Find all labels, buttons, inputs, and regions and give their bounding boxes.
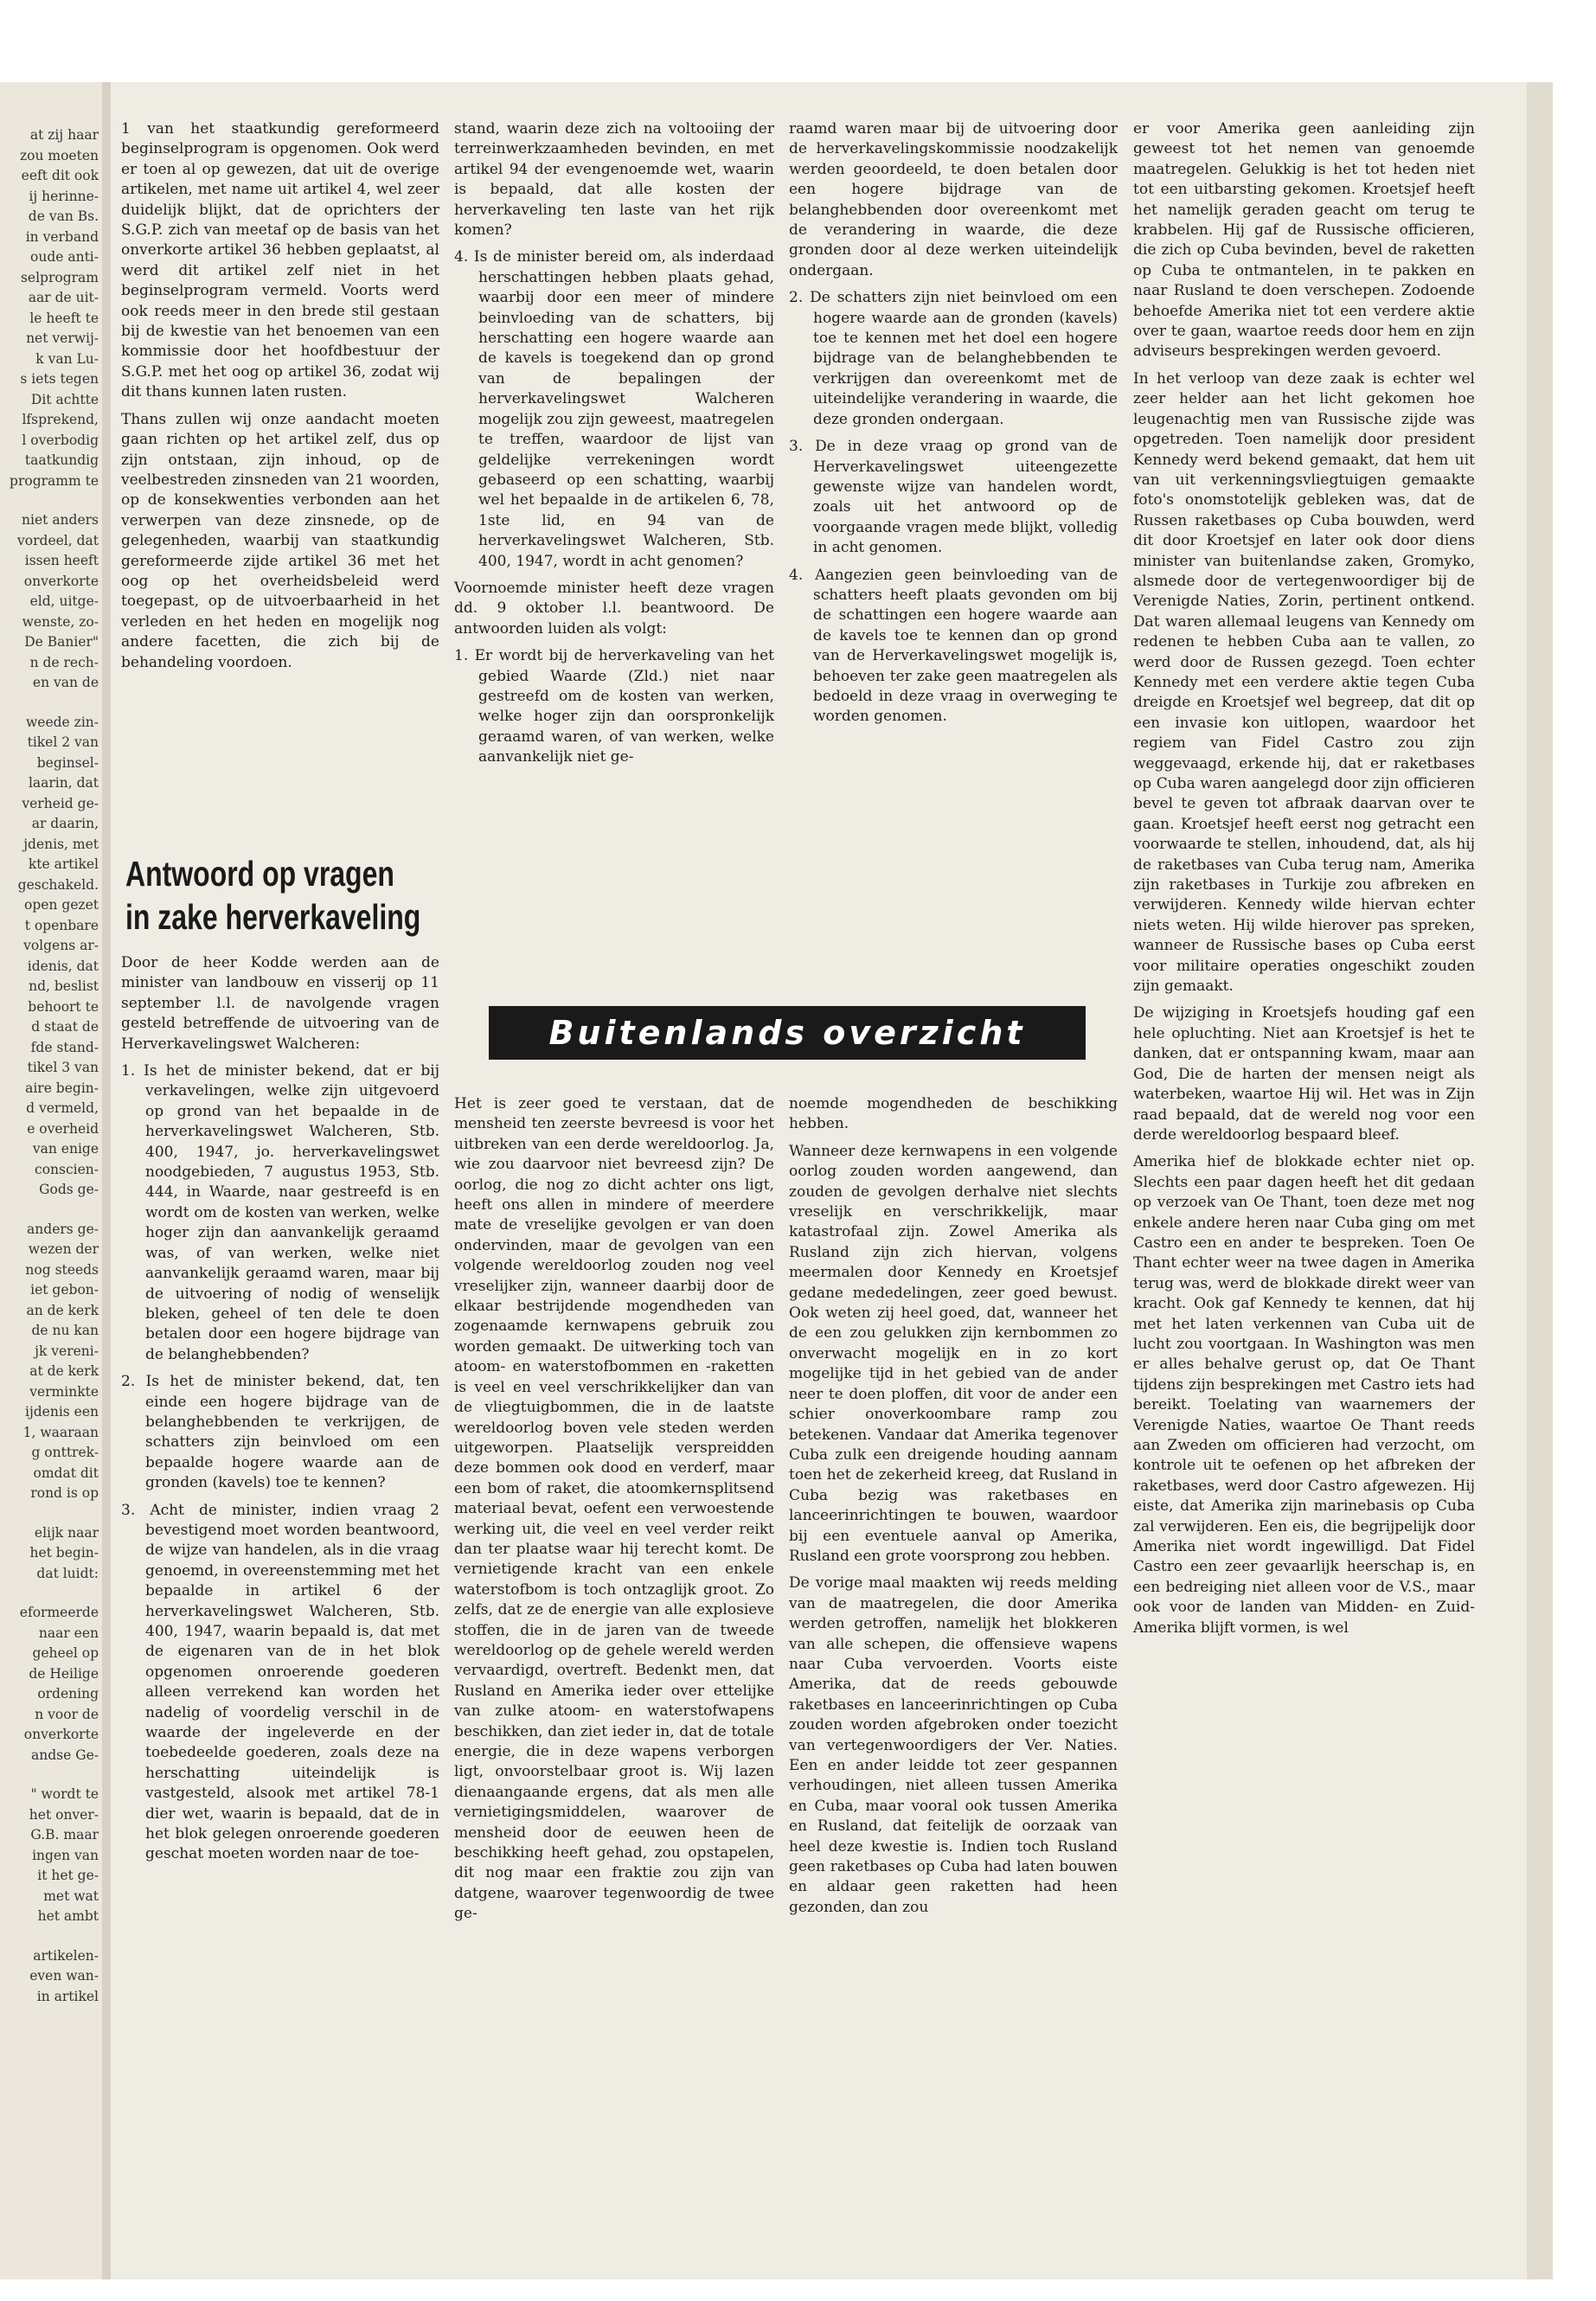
strip-line: wenste, zo-	[22, 613, 99, 630]
strip-line: Dit achtte	[30, 391, 99, 407]
strip-line: n voor de	[35, 1706, 99, 1722]
strip-line: geheel op	[32, 1645, 99, 1661]
strip-line: fde stand-	[30, 1039, 99, 1055]
strip-gap	[0, 694, 102, 713]
column-2-top	[454, 119, 774, 775]
page-fold	[102, 82, 111, 2279]
strip-gap	[0, 1766, 102, 1785]
strip-line: t openbare	[24, 917, 99, 933]
strip-line: tikel 2 van	[27, 734, 99, 750]
strip-line: vordeel, dat	[17, 532, 99, 548]
question-4: 4. Is de minister bereid om, als inderdaad herschattingen hebben plaats gehad, waarbij door een meer of mindere beinvloeding van de schatters, bij herschatting een hogere waarde aan de kavels is toegekend dan op grond van de bepalingen der herverkavelingswet Walcheren mogelijk zou zijn geweest, maatregelen te treffen, waardoor de lijst van geldelijke verrekeningen wordt gebaseerd op een schatting, waarbij wel het bepaalde in de artikelen 6, 78, 1ste lid, en 94 van de herverkavelingswet Walcheren, Stb. 400, 1947, wordt in acht genomen?	[454, 248, 774, 570]
strip-gap	[0, 491, 102, 510]
strip-line: en van de	[32, 675, 99, 690]
question-2: 2. Is het de minister bekend, dat, ten einde een hogere bijdrage van de belanghebbenden te verkrijgen, de schatters zijn beinvloed om een bepaalde hogere waarde aan de gronden (kavels) toe te kennen?	[121, 1373, 439, 1492]
strip-line: de Heilige	[29, 1665, 99, 1682]
strip-line: g onttrek-	[31, 1445, 99, 1460]
strip-line: naar een	[38, 1625, 99, 1641]
strip-gap	[0, 1927, 102, 1946]
overview-paragraph-3: Wanneer deze kernwapens in een volgende oorlog zouden worden aangewend, dan zouden de gevolgen derhalve niet slechts vreselijk en verschrikkelijk, maar katastrofaal zijn. Zowel Amerika als Rusland zijn zich hiervan, volgens meermalen door Kennedy en Kroetsjef gedane mededelingen, zeer goed bewust. Ook weten zij heel goed, dat, wanneer het de een zou gelukken zijn kernbommen zo onverwacht mogelijk en in zo kort mogelijke tijd in het gebied van de ander neer te doen ploffen, dit voor de ander een schier onoverkoombare ramp zou betekenen. Vandaar dat Amerika tegenover Cuba zulk een dreigende houding aannam toen het de zekerheid kreeg, dat Rusland in Cuba bezig was raketbases en lanceerinrichtingen te bouwen, waardoor bij een eventuele aanval op Amerika, Rusland een grote voorsprong zou hebben.	[789, 1142, 1118, 1565]
overview-paragraph-5: er voor Amerika geen aanleiding zijn geweest tot het nemen van genoemde maatregelen. Gelukkig is het tot heden niet tot een uitbarsting gekomen. Kroetsjef heeft het namelijk geraden geacht om terug te krabbelen. Hij gaf de Russische officieren, die zich op Cuba bevinden, bevel de raketten op Cuba te ontmantelen, in te pakken en naar Rusland te doen verschepen. Zodoende behoefde Amerika niet tot een verdere aktie over te gaan, waartoe reeds door hem en zijn adviseurs besprekingen werden gevoerd.	[1133, 120, 1475, 361]
strip-line: tikel 3 van	[27, 1060, 99, 1075]
strip-line: andse Ge-	[31, 1747, 99, 1763]
strip-line: aire begin-	[25, 1080, 99, 1096]
strip-line: e overheid	[27, 1120, 99, 1137]
article-continuation: 1 van het staatkundig gereformeerd beginselprogram is opgenomen. Ook werd er toen al op gewezen, dat uit de overige artikelen, met name uit artikel 4, wel zeer duidelijk blijkt, dat de oprichters der S.G.P. zich van meetaf op de basis van het onverkorte artikel 36 hebben geplaatst, al werd dit artikel zelf niet in het beginselprogram vermeld. Voorts werd ook reeds meer in den brede stil gestaan bij de kwestie van het benoemen van een kommissie door het hoofdbestuur der S.G.P. met het oog op artikel 36, zodat wij dit thans kunnen laten rusten.	[121, 120, 439, 401]
strip-line: De Banier"	[24, 634, 99, 650]
strip-line: at zij haar	[29, 127, 99, 143]
strip-line: d vermeld,	[26, 1100, 99, 1116]
answer-1-continued: raamd waren maar bij de uitvoering door de herverkavelingskommissie noodzakelijk werden geoordeeld, te doen betalen door een hogere bijdrage van de belanghebbenden door overeenkomt met de verandering in waarde, die deze gronden door al deze werken uiteindelijk ondergaan.	[789, 120, 1118, 279]
overview-paragraph-6: In het verloop van deze zaak is echter wel zeer helder aan het licht gekomen hoe leugenachtig men van Russische zijde was opgetreden. Toen namelijk door president Kennedy werd bekend gemaakt, dat hem uit van uit verkenningsvliegtuigen gemaakte foto's onomstotelijk gebleken was, dat de Russen raketbases op Cuba bouwden, werd dit door Kroetsjef en later ook door diens minister van buitenlandse zaken, Gromyko, alsmede door de vertegenwoordiger bij de Verenigde Naties, Zorin, pertinent ontkend. Dat waren allemaal leugens van Kennedy om redenen te hebben Cuba aan te vallen, zo werd door de Russen gezegd. Toen echter Kennedy met een verdere aktie tegen Cuba dreigde en Kroetsjef wel begreep, dat dit op een invasie kon uitlopen, waardoor het regiem van Fidel Castro zou zijn weggevaagd, erkende hij, dat er raketbases op Cuba waren aangelegd door zijn officieren bevel te geven tot afbraak daarvan over te gaan. Kroetsjef heeft eerst nog getracht een voorwaarde te stellen, inhoudend, dat, als hij de raketbases van Cuba terug nam, Amerika zijn raketbases in Turkije zou afbreken en verwijderen. Kennedy wilde hiervan echter niets weten. Hij wilde hierover pas spreken, wanneer de Russische bases op Cuba eerst voor militaire operaties ongeschikt zouden zijn gemaakt.	[1133, 369, 1475, 996]
strip-line: zou moeten	[20, 147, 99, 163]
answer-2: 2. De schatters zijn niet beinvloed om een hogere waarde aan de gronden (kavels) toe te kennen met het doel een hogere bijdrage van de belanghebbenden te verkrijgen dan overeenkomt met de uiteindelijke verandering in waarde, die deze gronden ondergaan.	[789, 289, 1118, 428]
strip-line: de van Bs.	[28, 208, 99, 224]
strip-line: ingen van	[32, 1847, 99, 1863]
strip-line: verminkte	[29, 1383, 99, 1400]
column-2-bottom	[454, 1094, 774, 1932]
strip-line: 1, waaraan	[22, 1424, 99, 1440]
strip-line: niet anders	[22, 512, 99, 528]
strip-line: eeft dit ook	[21, 168, 99, 183]
strip-line: G.B. maar	[30, 1827, 99, 1843]
overview-paragraph-2: noemde mogendheden de beschikking hebben.	[789, 1095, 1118, 1133]
questions-intro: Door de heer Kodde werden aan de minister van landbouw en visserij op 11 september l.l. de navolgende vragen gesteld betreffende de uitvoering van de Herverkavelingswet Walcheren:	[121, 954, 439, 1053]
strip-line: volgens ar-	[23, 938, 99, 953]
strip-line: de nu kan	[31, 1323, 99, 1338]
strip-line: k van Lu-	[35, 350, 99, 367]
strip-line: van enige	[32, 1141, 99, 1157]
strip-line: geschakeld.	[17, 876, 99, 893]
overview-paragraph-8: Amerika hief de blokkade echter niet op. Slechts een paar dagen heeft het dit gedaan op verzoek van Oe Thant, toen deze met nog enkele andere heren naar Cuba ging om met Castro een en ander te bespreken. Toen Oe Thant echter weer na twee dagen in Amerika terug was, werd de blokkade direkt weer van kracht. Ook gaf Kennedy te kennen, dat hij met het laten verkennen van Cuba uit de lucht zou voortgaan. In Washington was men er alles behalve gerust op, dat Oe Thant tijdens zijn besprekingen met Castro iets had bereikt. Toelating van waarnemers der Verenigde Naties, waartoe Oe Thant reeds aan Zweden om officieren had verzocht, om kontrole uit te oefenen op het afbreken der raketbases, werd door Castro afgewezen. Hij eiste, dat Amerika zijn marinebasis op Cuba zal verwijderen. Een eis, die begrijpelijk door Amerika niet wordt ingewilligd. Dat Fidel Castro een zeer gevaarlijk heerschap is, en een bedreiging niet alleen voor de V.S., maar ook voor de landen van Midden- en Zuid-Amerika blijft vormen, is wel	[1133, 1153, 1475, 1637]
question-3: 3. Acht de minister, indien vraag 2 bevestigend moet worden beantwoord, de wijze van handelen, als in die vraag genoemd, in overeenstemming met het bepaalde in artikel 6 der herverkavelingswet Walcheren, Stb. 400, 1947, waarin bepaald is, dat met de eigenaren van de in het blok opgenomen onroerende goederen alleen verrekend kan worden het nadelig of voordelig verschil in de waarde der ingeleverde en der toebedeelde goederen, zoals deze na herschatting uiteindelijk is vastgesteld, alsook met artikel 78-1 dier wet, waarin is bepaald, dat de in het blok gelegen onroerende goederen geschat moeten worden naar de toe-	[121, 1501, 439, 1863]
strip-line: iet gebon-	[30, 1282, 99, 1298]
answers-intro: Voornoemde minister heeft deze vragen dd. 9 oktober l.l. beantwoord. De antwoorden luiden als volgt:	[454, 579, 774, 638]
strip-line: elijk naar	[34, 1524, 99, 1541]
strip-line: eld, uitge-	[29, 593, 99, 609]
strip-line: open gezet	[24, 897, 99, 913]
strip-gap	[0, 1584, 102, 1603]
overview-paragraph-4: De vorige maal maakten wij reeds melding van de maatregelen, die door Amerika werden getroffen, namelijk het blokkeren van alle schepen, die offensieve wapens naar Cuba vervoerden. Voorts eiste Amerika, dat de reeds gebouwde raketbases en lanceerinrichtingen op Cuba zouden worden afgebroken onder toezicht van vertegenwoordigers der Ver. Naties. Een en ander leidde tot zeer gespannen verhoudingen, niet alleen tussen Amerika en Cuba, maar vooral ook tussen Amerika en Rusland, dat feitelijk de oorzaak van heel deze kwestie is. Indien toch Rusland geen raketbases op Cuba had laten bouwen en aldaar geen raketten had heen gezonden, dan zou	[789, 1574, 1118, 1916]
strip-line: even wan-	[29, 1968, 99, 1984]
strip-line: n de rech-	[29, 654, 99, 670]
strip-line: onverkorte	[23, 573, 99, 589]
answer-3: 3. De in deze vraag op grond van de Herverkavelingswet uiteengezette gewenste wijze van handelen wordt, zoals uit het antwoord op de voorgaande vragen mede blijkt, volledig in acht genomen.	[789, 438, 1118, 557]
strip-line: met wat	[43, 1888, 99, 1904]
strip-gap	[0, 1504, 102, 1523]
overview-paragraph-1: Het is zeer goed te verstaan, dat de mensheid ten zeerste bevreesd is voor het uitbreken van een derde wereldoorlog. Ja, wie zou daarvoor niet bevreesd zijn? De oorlog, die nog zo dicht achter ons ligt, heeft ons allen in mindere of meerdere mate de vreselijke gevolgen er van doen ondervinden, maar de gevolgen van een volgende wereldoorlog zouden nog veel vreselijker zijn, wanneer daarbij door de elkaar bestrijdende mogendheden van zogenaamde kernwapens gebruik zou worden gemaakt. De uitwerking toch van atoom- en waterstofbommen en -raketten is veel en veel verschrikkelijker dan van de vliegtuigbommen, die in de laatste wereldoorlog boven vele steden werden uitgeworpen. Plaatselijk verspreidden deze bommen ook dood en verderf, maar een bom of raket, die atoomkernsplitsend materiaal bevat, oefent een verwoestende werking uit, die veel en veel verder reikt dan ter plaatse waar hij terecht komt. De vernietigende kracht van een enkele waterstofbom is toch ontzaglijk groot. Zo zelfs, dat ze de energie van alle explosieve stoffen, die in de jaren van de tweede wereldoorlog op de gehele wereld werden vervaardigd, overtreft. Bedenkt men, dat Rusland en Amerika ieder over ettelijke van zulke atoom- en waterstofwapens beschikken, dan ziet ieder in, dat de totale energie, die in deze wapens verborgen ligt, onvoorstelbaar groot is. Wij lazen dienaangaande ergens, dat als men alle vernietigingsmiddelen, waarover de mensheid door de eeuwen heen de beschikking heeft gehad, zou opstapelen, dit nog maar een fraktie zou zijn van datgene, waarover tegenwoordig de twee ge-	[454, 1095, 774, 1923]
strip-line: issen heeft	[24, 553, 99, 568]
strip-line: " wordt te	[30, 1786, 99, 1802]
strip-line: beginsel-	[36, 754, 99, 771]
strip-line: behoort te	[28, 998, 99, 1015]
strip-line: onverkorte	[23, 1727, 99, 1742]
strip-line: lfsprekend,	[22, 412, 99, 427]
strip-line: le heeft te	[29, 310, 99, 326]
headline-line-2: in zake herverkaveling	[125, 897, 421, 937]
overview-paragraph-7: De wijziging in Kroetsjefs houding gaf een hele opluchting. Niet aan Kroetsjef is het te danken, dat er ontspanning kwam, maar aan God, Die de harten der mensen neigt als waterbeken, waartoe Hij wil. Het was in Zijn raad bepaald, dat de wereld nog voor een derde wereldoorlog bespaard bleef.	[1133, 1004, 1475, 1144]
strip-line: artikelen-	[33, 1947, 99, 1964]
strip-line: ar daarin,	[31, 816, 99, 831]
strip-line: ijdenis een	[24, 1404, 99, 1420]
strip-line: anders ge-	[27, 1221, 99, 1237]
strip-line: eformeerde	[19, 1605, 99, 1620]
column-1-bottom	[121, 953, 439, 1872]
strip-line: at de kerk	[29, 1363, 99, 1379]
strip-line: jk vereni-	[35, 1343, 99, 1359]
answer-1: 1. Er wordt bij de herverkaveling van het gebied Waarde (Zld.) niet naar gestreefd om de kosten van werken, welke hoger zijn dan oorspronkelijk geraamd waren, of van werken, welke aanvankelijk niet ge-	[454, 647, 774, 766]
strip-line: s iets tegen	[20, 371, 99, 387]
strip-gap	[0, 1201, 102, 1220]
article-paragraph: Thans zullen wij onze aandacht moeten gaan richten op het artikel zelf, dus op zijn ontstaan, zijn inhoud, op de veelbestreden zinsneden van 21 woorden, op de konsekwenties verbonden aan het verwerpen van deze zinsnede, op de gelegenheden, waarbij van staatkundig gereformeerde zijde artikel 36 met het oog op het overheidsbeleid werd toegepast, op de uitvoerbaarheid in het verleden en het heden en mogelijk nog andere facetten, die zich bij de behandeling voordoen.	[121, 410, 439, 671]
strip-line: nd, beslist	[29, 978, 99, 994]
section-banner: Buitenlands overzicht	[489, 1006, 1086, 1060]
strip-line: rond is op	[30, 1485, 99, 1501]
page-edge	[1527, 82, 1553, 2279]
strip-line: selprogram	[20, 269, 99, 285]
strip-line: conscien-	[35, 1161, 99, 1177]
strip-line: omdat dit	[33, 1465, 99, 1481]
column-3-top	[789, 119, 1118, 734]
strip-line: het begin-	[29, 1545, 99, 1561]
strip-line: weede zin-	[26, 714, 99, 730]
strip-line: l overbodig	[22, 432, 99, 448]
headline-line-1: Antwoord op vragen	[125, 854, 394, 894]
strip-line: ordening	[37, 1686, 99, 1702]
strip-line: oude anti-	[30, 249, 99, 265]
headline-herverkaveling	[125, 852, 421, 939]
strip-line: idenis, dat	[27, 958, 99, 974]
strip-line: programm te	[10, 472, 99, 489]
column-4	[1133, 119, 1475, 1645]
strip-line: verheid ge-	[22, 795, 99, 811]
strip-line: het ambt	[37, 1908, 99, 1924]
column-3-bottom	[789, 1094, 1118, 1925]
previous-page-strip	[0, 82, 105, 2279]
strip-line: d staat de	[31, 1019, 99, 1035]
strip-line: taatkundig	[24, 452, 99, 468]
strip-line: net verwij-	[26, 330, 99, 346]
strip-line: it het ge-	[37, 1868, 99, 1883]
strip-line: in artikel	[36, 1988, 99, 2004]
strip-line: Gods ge-	[39, 1182, 99, 1197]
strip-line: in verband	[25, 228, 99, 245]
strip-line: jdenis, met	[23, 836, 99, 852]
strip-line: wezen der	[28, 1241, 99, 1257]
column-1-top	[121, 119, 439, 680]
strip-line: het onver-	[29, 1806, 99, 1823]
strip-line: an de kerk	[26, 1302, 99, 1318]
strip-line: dat luidt:	[36, 1565, 99, 1581]
answer-4: 4. Aangezien geen beinvloeding van de schatters heeft plaats gevonden om bij de schattingen een hogere waarde aan de kavels toe te kennen dan op grond van de Herverkavelingswet mogelijk is, behoeven ter zake geen maatregelen als bedoeld in deze vraag in overweging te worden genomen.	[789, 566, 1118, 726]
strip-line: nog steeds	[25, 1261, 99, 1278]
strip-line: ij herinne-	[29, 188, 99, 204]
strip-line: aar de uit-	[28, 290, 99, 305]
strip-line: laarin, dat	[28, 775, 99, 791]
question-1: 1. Is het de minister bekend, dat er bij verkavelingen, welke zijn uitgevoerd op grond van het bepaalde in de herverkavelingswet Walcheren, Stb. 400, 1947, jo. herverkavelingswet noodgebieden, 7 augustus 1953, Stb. 444, in Waarde, naar gestreefd is en wordt om de kosten van werken, welke hoger zijn dan aanvankelijk geraamd was, of van werken, welke niet aanvankelijk geraamd waren, maar bij de uitvoering of nodig of wenselijk bleken, geheel of ten dele te doen betalen door een hogere bijdrage van de belanghebbenden?	[121, 1062, 439, 1363]
question-3-continued: stand, waarin deze zich na voltooiing der terreinwerkzaamheden bevinden, en met artikel 94 der evengenoemde wet, waarin is bepaald, dat alle kosten der herverkaveling ten laste van het rijk komen?	[454, 120, 774, 240]
strip-line: kte artikel	[28, 856, 99, 872]
